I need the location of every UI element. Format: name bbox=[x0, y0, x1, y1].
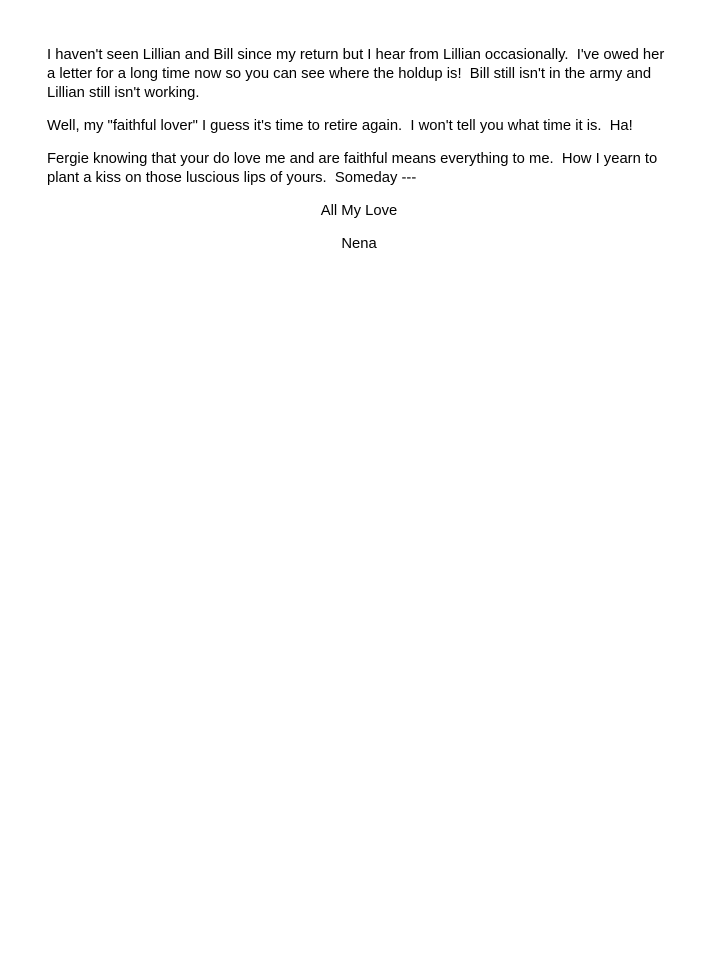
letter-paragraph-3: Fergie knowing that your do love me and are faithful means everything to me. How I yearn to plant a kiss on those luscious lips of yours. Someday --- bbox=[47, 151, 662, 186]
letter-body bbox=[47, 46, 671, 254]
letter-paragraph-1: I haven't seen Lillian and Bill since my return but I hear from Lillian occasionally. I've owed her a letter for a long time now so you can see where the holdup is! Bill still isn't in the army and Lillian still isn't working. bbox=[47, 47, 669, 101]
letter-closing: All My Love bbox=[320, 203, 398, 219]
letter-paragraph-2: Well, my "faithful lover" I guess it's time to retire again. I won't tell you what time it is. Ha! bbox=[47, 118, 633, 134]
letter-signature: Nena bbox=[341, 236, 377, 252]
